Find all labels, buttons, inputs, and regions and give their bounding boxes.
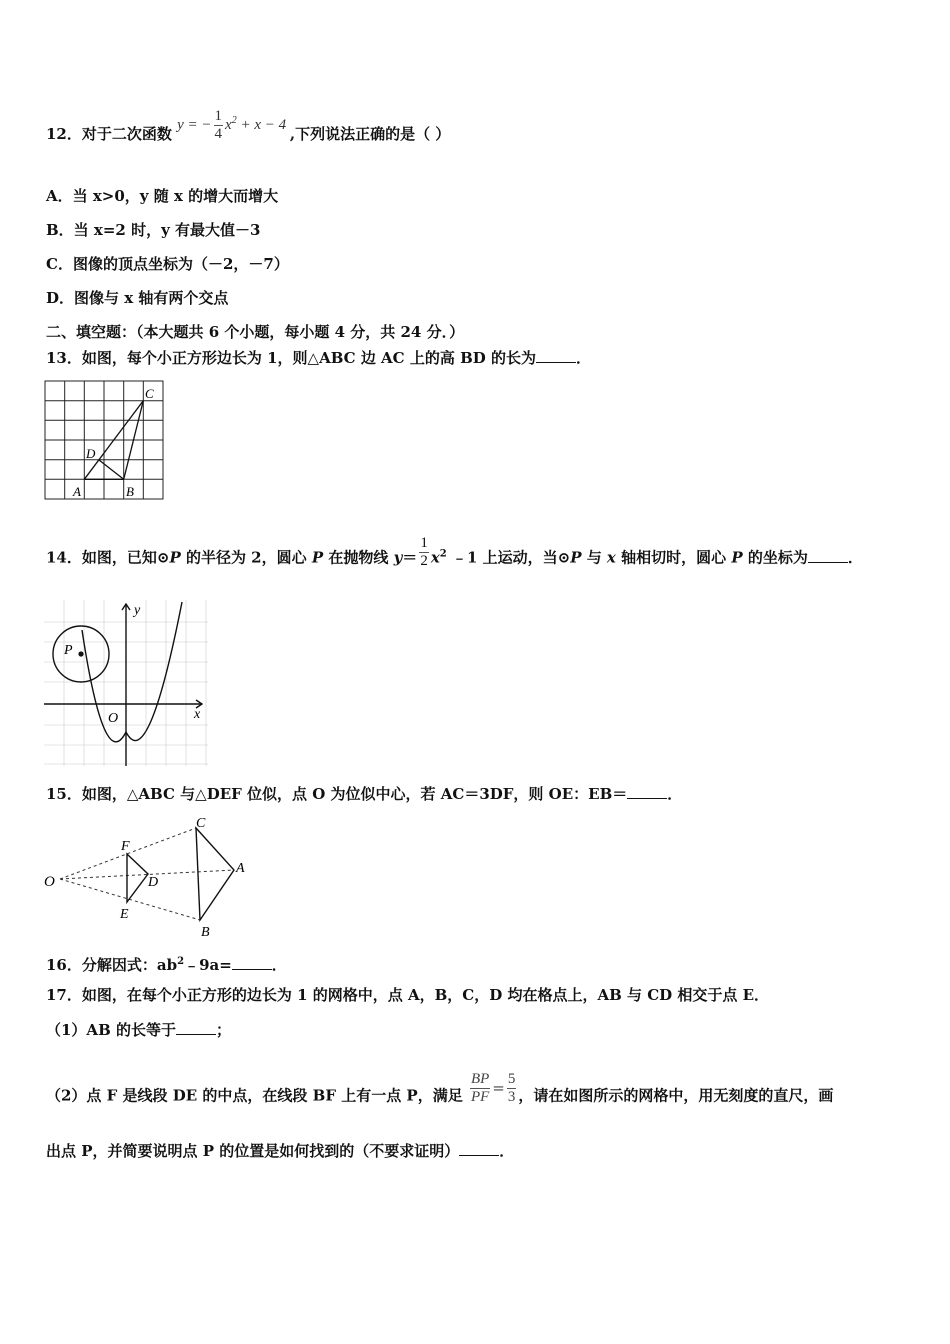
section-title: 二、填空题：（本大题共 6 个小题，每小题 4 分，共 24 分．） <box>46 323 465 341</box>
label-a: A <box>236 861 245 876</box>
q14-stem: 14．如图，已知⊙P 的半径为 2，圆心 P 在抛物线 y＝ $\frac{1}{2}$ $x^2$ ﹣1 上运动，当⊙P 与 x 轴相切时，圆心 P 的坐标为 ． <box>46 535 863 569</box>
label-a: A <box>73 484 81 499</box>
q14-fraction: $\frac{1}{2}$ <box>420 535 428 569</box>
q17-part2: （2）点 F 是线段 DE 的中点，在线段 BF 上有一点 P，满足 $\frac{BP}{PF}$ = $\frac{5}{3}$ ，请在如图所示的网格中，用无刻度的直尺，画 <box>46 1071 834 1105</box>
q16-stem: 16．分解因式：$ab^2﹣9a=$ ． <box>46 956 287 974</box>
q17-stem: 17．如图，在每个小正方形的边长为 1 的网格中，点 A，B，C，D 均在格点上，AB 与 CD 相交于点 E． <box>46 986 770 1004</box>
label-d: D <box>148 875 159 890</box>
answer-blank <box>459 1141 499 1156</box>
q15-homothety-figure <box>40 812 254 940</box>
label-p: P <box>64 643 73 658</box>
answer-blank <box>232 955 272 970</box>
q17-part2-cont: 出点 P，并简要说明点 P 的位置是如何找到的（不要求证明） ． <box>46 1142 515 1160</box>
q12-option-a: A．当 x>0，y 随 x 的增大而增大 <box>46 187 279 205</box>
answer-blank <box>536 348 576 363</box>
label-o: O <box>44 874 55 890</box>
q13-stem: 13．如图，每个小正方形边长为 1，则△ABC 边 AC 上的高 BD 的长为 ． <box>46 349 591 367</box>
fraction-bp-pf: $\frac{BP}{PF}$ <box>470 1071 490 1105</box>
triangle-def <box>127 854 148 902</box>
answer-blank <box>627 784 667 799</box>
label-y: y <box>134 603 141 618</box>
parabola-curve <box>82 602 182 742</box>
fraction-5-3: $\frac{5}{3}$ <box>507 1071 516 1105</box>
q12-option-b: B．当 x=2 时，y 有最大值－3 <box>46 221 261 239</box>
label-f: F <box>121 839 130 854</box>
q15-stem: 15．如图，△ABC 与△DEF 位似，点 O 为位似中心，若 AC＝3DF，则 OE：EB＝ ． <box>46 785 683 803</box>
label-d: D <box>86 446 96 461</box>
label-b: B <box>126 484 134 499</box>
q12-option-d: D．图像与 x 轴有两个交点 <box>46 289 229 307</box>
q17-part1: （1）AB 的长等于 ； <box>46 1021 231 1039</box>
label-x: x <box>194 707 201 722</box>
answer-blank <box>808 548 848 563</box>
q12-option-c: C．图像的顶点坐标为（－2，－7） <box>46 255 289 273</box>
q13-grid-figure <box>44 380 166 502</box>
segment-bd <box>99 460 124 479</box>
point-p <box>78 651 83 656</box>
label-c: C <box>196 816 206 831</box>
label-e: E <box>120 907 129 922</box>
answer-blank <box>176 1020 216 1035</box>
triangle-abc <box>196 828 234 920</box>
label-c: C <box>145 386 154 401</box>
q12-stem: 12．对于二次函数 y = − $\frac{1}{4}$ $x^2 + x - 4$ ,下列说法正确的是（ ） <box>46 108 451 143</box>
label-b: B <box>201 925 210 940</box>
label-o: O <box>108 711 119 726</box>
q12-equation: y = − $\frac{1}{4}$ $x^2 + x - 4$ <box>177 108 287 142</box>
q14-parabola-figure <box>44 600 208 766</box>
